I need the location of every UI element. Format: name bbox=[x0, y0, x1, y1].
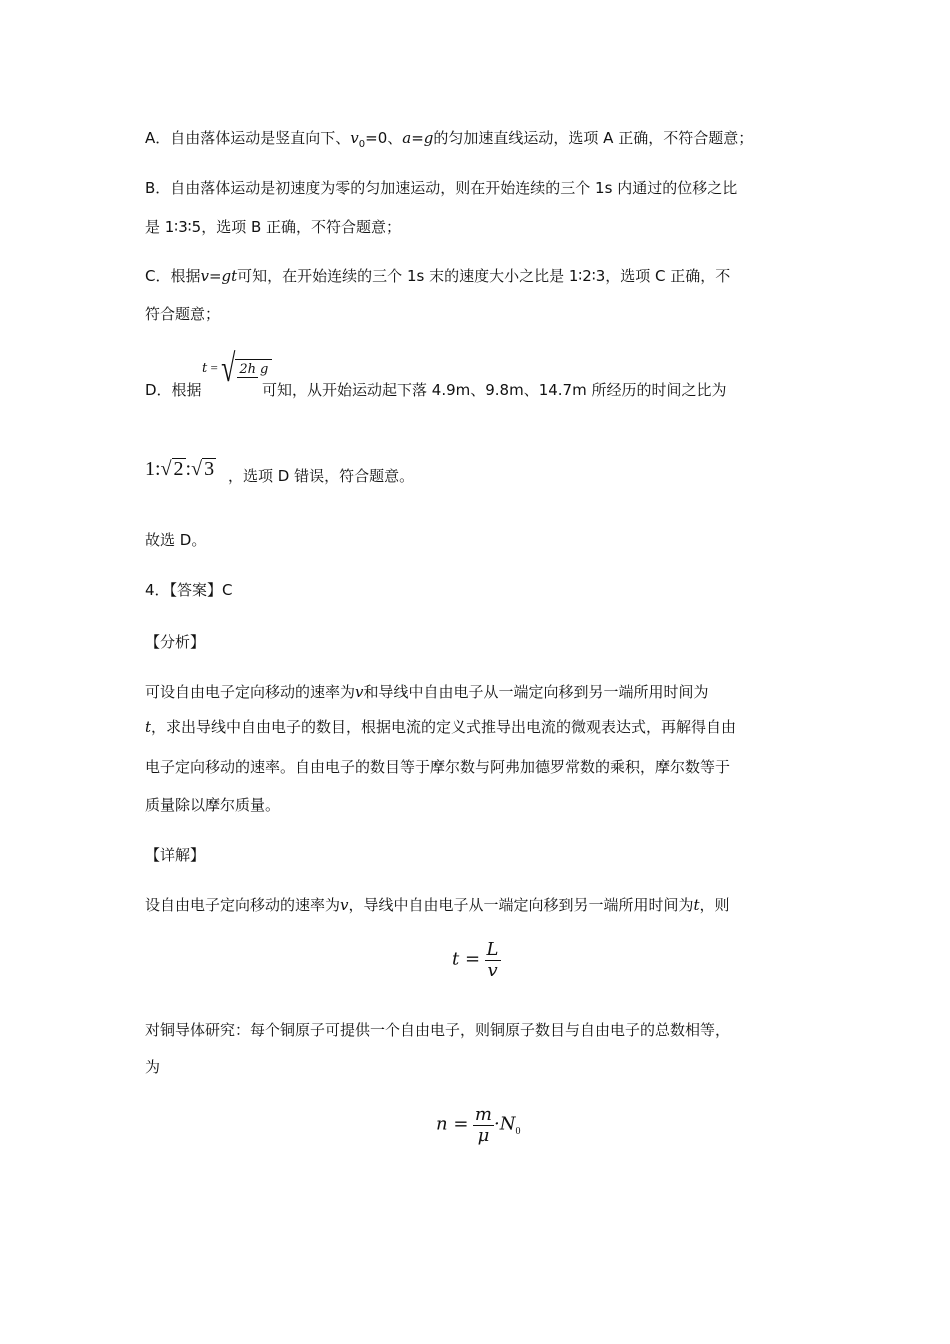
text: 可设自由电子定向移动的速率为 bbox=[145, 683, 356, 701]
var-t: t bbox=[145, 718, 152, 736]
fraction bbox=[485, 940, 501, 981]
var-v: v bbox=[355, 683, 364, 701]
text: C．根据 bbox=[145, 267, 201, 285]
denominator: g bbox=[260, 361, 269, 377]
text: ，导线中自由电子从一端定向移到另一端所用时间为 bbox=[348, 896, 694, 914]
formula-vgt: v=gt bbox=[200, 267, 238, 285]
text: 设自由电子定向移动的速率为 bbox=[145, 896, 341, 914]
detail-line1 bbox=[145, 895, 730, 915]
text: 的匀加速直线运动，选项 A 正确，不符合题意； bbox=[433, 129, 754, 147]
text: A．自由落体运动是竖直向下、 bbox=[145, 129, 351, 147]
ratio-formula bbox=[145, 458, 216, 479]
option-c-line1 bbox=[145, 266, 730, 286]
text: 1: bbox=[145, 458, 161, 480]
text: 和导线中自由电子从一端定向移到另一端所用时间为 bbox=[363, 683, 709, 701]
analysis-line1 bbox=[145, 682, 709, 702]
var-g: g bbox=[423, 129, 434, 147]
var-v: v bbox=[350, 129, 359, 147]
constant-N: ·N bbox=[493, 1113, 516, 1135]
option-d-conclusion: ，选项 D 错误，符合题意。 bbox=[228, 467, 415, 485]
text: =0、 bbox=[365, 129, 403, 147]
option-b-line2: 是 1∶3∶5，选项 B 正确，不符合题意； bbox=[145, 218, 402, 236]
text: = bbox=[210, 359, 218, 375]
option-b-line1: B．自由落体运动是初速度为零的匀加速运动，则在开始连续的三个 1s 内通过的位移之比 bbox=[145, 179, 738, 197]
numerator: m bbox=[474, 1104, 492, 1125]
option-a-line bbox=[145, 128, 753, 155]
var-a: a bbox=[402, 129, 412, 147]
var-v: v bbox=[340, 896, 349, 914]
lhs: n = bbox=[436, 1113, 469, 1135]
sqrt-sign: √ bbox=[221, 346, 236, 390]
subscript: 0 bbox=[515, 1126, 521, 1138]
analysis-heading: 【分析】 bbox=[145, 633, 206, 651]
fraction bbox=[473, 1105, 494, 1146]
var-t: t bbox=[693, 896, 700, 914]
subscript: 0 bbox=[358, 139, 366, 150]
sqrt-sign: √ bbox=[160, 458, 172, 480]
q4-answer: 4．【答案】C bbox=[145, 581, 233, 599]
option-d-line1 bbox=[145, 380, 202, 400]
analysis-line4: 质量除以摩尔质量。 bbox=[145, 796, 281, 814]
lhs: t = bbox=[452, 948, 481, 970]
radicand: 3 bbox=[204, 458, 215, 480]
text: ，求出导线中自由电子的数目，根据电流的定义式推导出电流的微观表达式，再解得自由 bbox=[151, 718, 737, 736]
option-c-line2: 符合题意； bbox=[145, 305, 221, 323]
numerator: L bbox=[486, 939, 499, 960]
numerator: 2h bbox=[239, 361, 257, 377]
denominator: v bbox=[487, 960, 498, 981]
text: 可知，在开始连续的三个 1s 末的速度大小之比是 1∶2∶3，选项 C 正确，不 bbox=[237, 267, 731, 285]
var-t: t bbox=[202, 360, 208, 376]
detail-heading: 【详解】 bbox=[145, 846, 206, 864]
detail-line3: 为 bbox=[145, 1058, 161, 1076]
text: : bbox=[185, 458, 192, 480]
detail-line2: 对铜导体研究：每个铜原子可提供一个自由电子，则铜原子数目与自由电子的总数相等， bbox=[145, 1021, 731, 1039]
text: D．根据 bbox=[145, 381, 202, 399]
equation-t-L-v bbox=[452, 940, 501, 981]
sqrt-sign: √ bbox=[191, 458, 203, 480]
fraction bbox=[235, 359, 272, 380]
text: = bbox=[411, 129, 424, 147]
equation-n bbox=[436, 1105, 520, 1146]
analysis-line2 bbox=[145, 717, 736, 737]
option-d-rest: 可知，从开始运动起下落 4.9m、9.8m、14.7m 所经历的时间之比为 bbox=[262, 381, 727, 399]
radicand: 2 bbox=[173, 458, 184, 480]
text: ，则 bbox=[699, 896, 730, 914]
denominator: μ bbox=[477, 1125, 490, 1146]
analysis-line3: 电子定向移动的速率。自由电子的数目等于摩尔数与阿弗加德罗常数的乘积，摩尔数等于 bbox=[145, 758, 731, 776]
choose-line: 故选 D。 bbox=[145, 531, 207, 549]
